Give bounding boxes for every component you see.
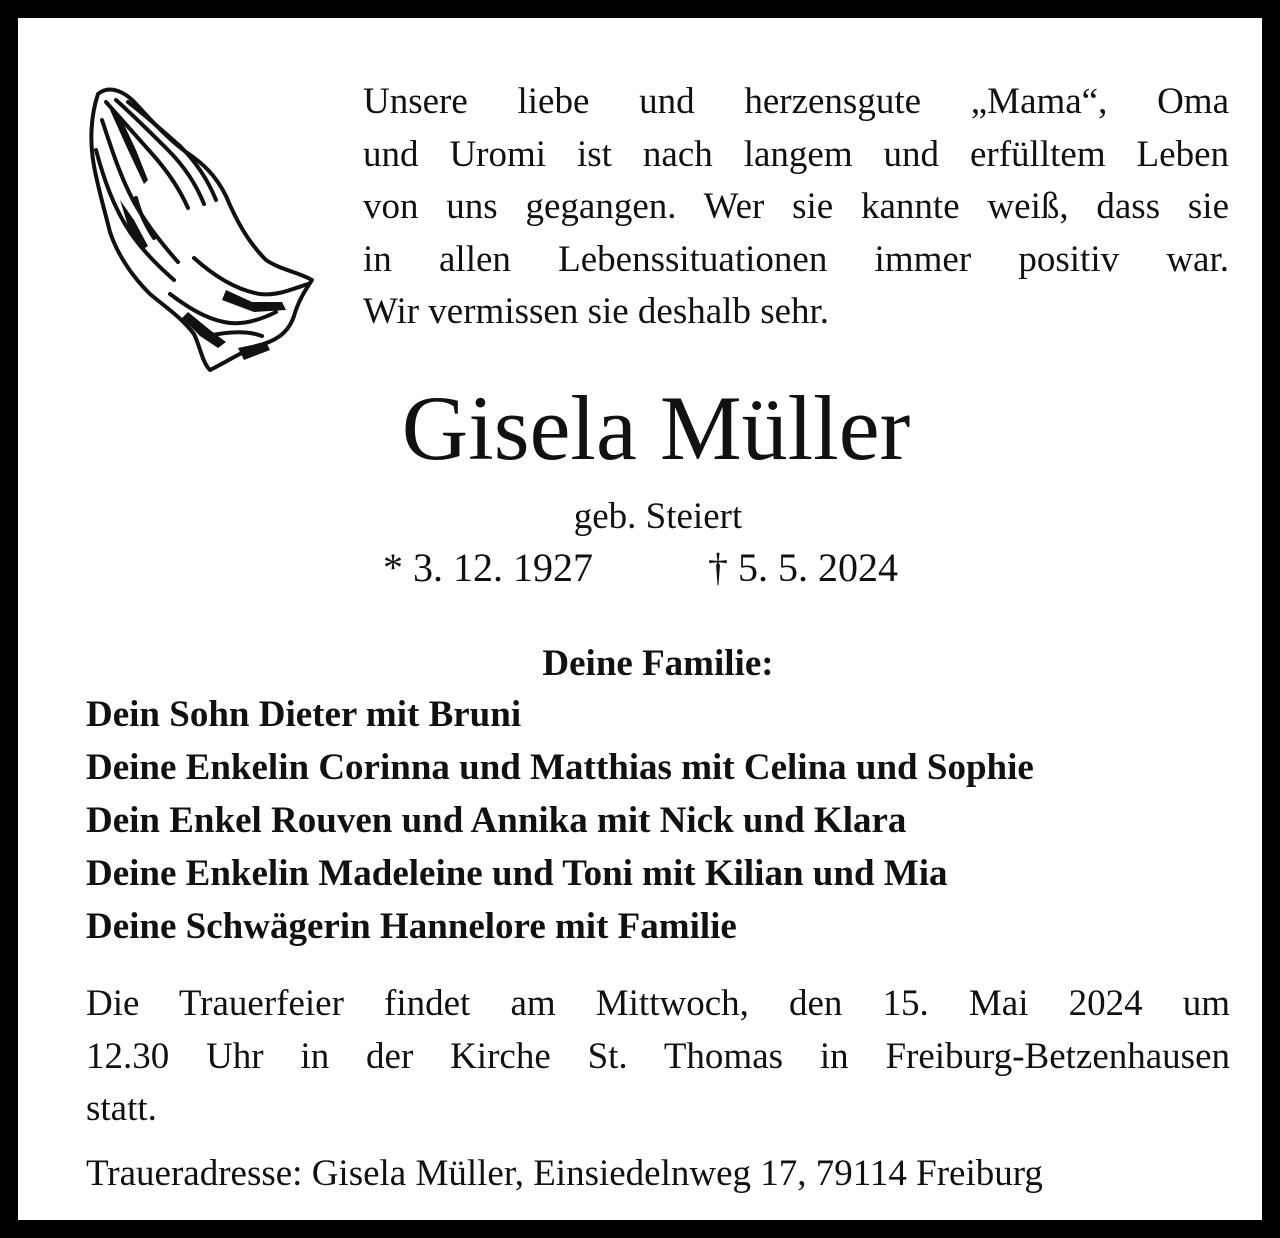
family-heading: Deine Familie: [542,643,774,684]
mourning-address: Traueradresse: Gisela Müller, Einsiedelnweg 17, 79114 Freiburg [86,1153,1043,1194]
intro-line: und Uromi ist nach langem und erfülltem Leben [363,133,1229,175]
ceremony-text [86,978,1230,1136]
deceased-name [18,373,1280,483]
intro-text [363,76,1229,339]
ceremony-line: 12.30 Uhr in der Kirche St. Thomas in Freiburg-Betzenhausen [86,1035,1230,1077]
family-member: Dein Enkel Rouven und Annika mit Nick und Klara [86,800,907,841]
ceremony-line: statt. [86,1088,157,1129]
family-member: Deine Enkelin Corinna und Matthias mit Celina und Sophie [86,747,1034,788]
deceased-name-text: Gisela Müller [401,377,911,479]
praying-hands-icon [76,80,318,378]
intro-line: Wir vermissen sie deshalb sehr. [363,291,830,332]
family-member: Deine Enkelin Madeleine und Toni mit Kilian und Mia [86,853,948,894]
birth-date: * 3. 12. 1927 [383,545,593,590]
death-date: † 5. 5. 2024 [708,545,898,590]
intro-line: in allen Lebenssituationen immer positiv war. [363,238,1229,280]
ceremony-line: Die Trauerfeier findet am Mittwoch, den 15. Mai 2024 um [86,983,1230,1024]
maiden-name: geb. Steiert [573,496,743,537]
family-member: Dein Sohn Dieter mit Bruni [86,694,522,735]
family-list [86,688,1246,953]
family-member: Deine Schwägerin Hannelore mit Familie [86,906,737,947]
intro-line: Unsere liebe und herzensgute „Mama“, Oma [363,81,1229,122]
intro-line: von uns gegangen. Wer sie kannte weiß, dass sie [363,186,1229,227]
